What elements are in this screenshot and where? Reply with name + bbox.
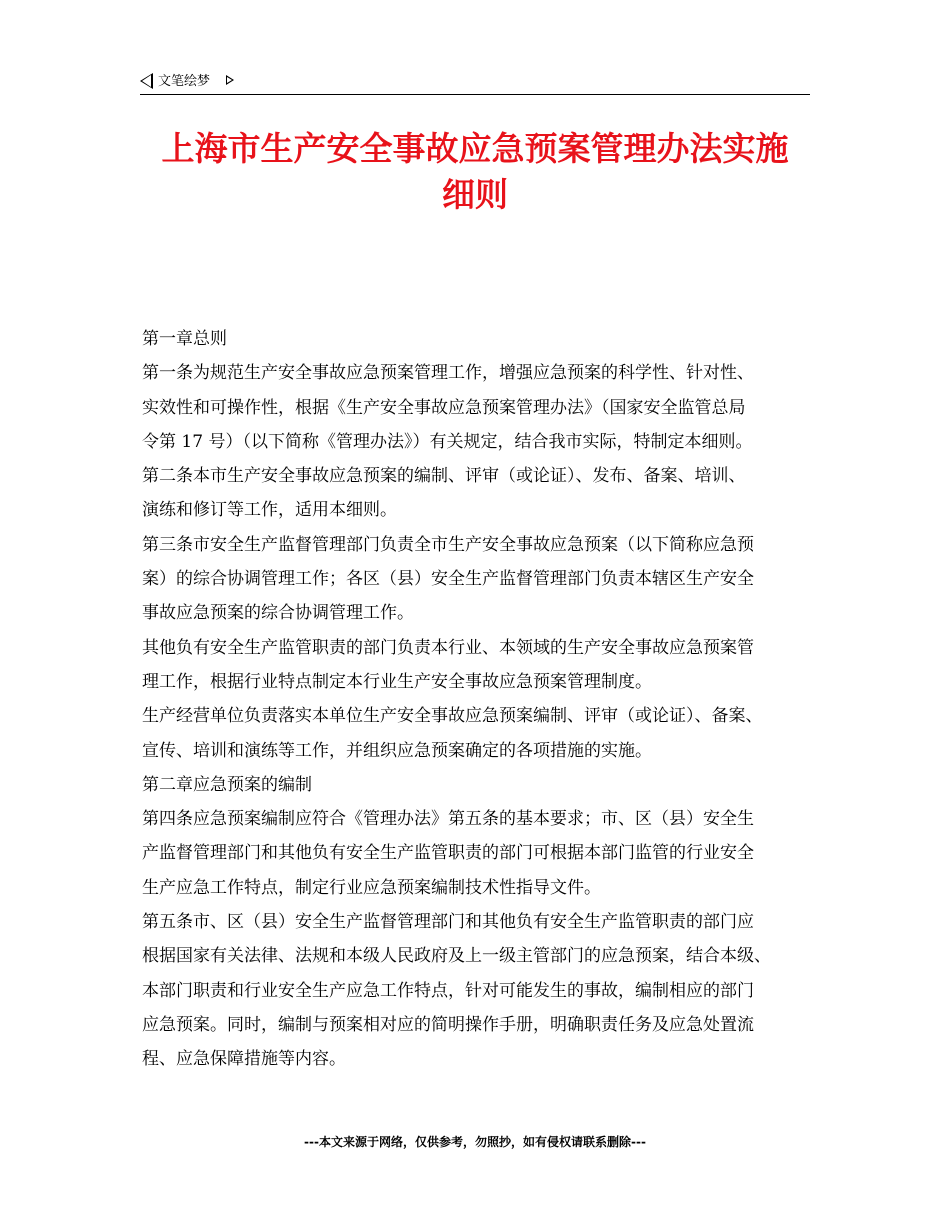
body-line: 第二章应急预案的编制: [142, 774, 312, 795]
document-body: [142, 322, 824, 1077]
body-line: 其他负有安全生产监管职责的部门负责本行业、本领域的生产安全事故应急预案管: [142, 637, 754, 658]
body-line: 程、应急保障措施等内容。: [142, 1049, 346, 1070]
body-line: 理工作，根据行业特点制定本行业生产安全事故应急预案管理制度。: [142, 671, 652, 692]
body-line: 第一章总则: [142, 329, 227, 349]
page-footer: ---本文来源于网络，仅供参考，勿照抄，如有侵权请联系删除---: [304, 1135, 646, 1149]
body-line: 产监督管理部门和其他负有安全生产监管职责的部门可根据本部门监管的行业安全: [142, 843, 754, 864]
document-title: [140, 126, 810, 218]
body-line: 第四条应急预案编制应符合《管理办法》第五条的基本要求；市、区（县）安全生: [142, 809, 754, 830]
body-line: 令第 17 号）（以下简称《管理办法》）有关规定，结合我市实际，特制定本细则。: [142, 431, 753, 452]
body-line: 演练和修订等工作，适用本细则。: [142, 500, 397, 521]
body-line: 案）的综合协调管理工作；各区（县）安全生产监督管理部门负责本辖区生产安全: [142, 569, 754, 590]
right-triangle-icon: [226, 75, 234, 85]
body-line: 第三条市安全生产监督管理部门负责全市生产安全事故应急预案（以下简称应急预: [142, 534, 754, 555]
header-brand: 文笔绘梦: [158, 74, 211, 89]
left-triangle-icon: [140, 73, 153, 89]
body-line: 事故应急预案的综合协调管理工作。: [142, 603, 414, 624]
body-line: 第五条市、区（县）安全生产监督管理部门和其他负有安全生产监管职责的部门应: [142, 912, 754, 933]
body-line: 实效性和可操作性，根据《生产安全事故应急预案管理办法》（国家安全监管总局: [142, 397, 746, 418]
body-line: 生产经营单位负责落实本单位生产安全事故应急预案编制、评审（或论证）、备案、: [142, 706, 763, 727]
page-header: [140, 72, 810, 95]
title-line-2: 细则: [442, 175, 508, 214]
body-line: 第二条本市生产安全事故应急预案的编制、评审（或论证）、发布、备案、培训、: [142, 466, 746, 487]
body-line: 根据国家有关法律、法规和本级人民政府及上一级主管部门的应急预案，结合本级、: [142, 946, 771, 967]
body-line: 宣传、培训和演练等工作，并组织应急预案确定的各项措施的实施。: [142, 740, 652, 761]
body-line: 生产应急工作特点，制定行业应急预案编制技术性指导文件。: [142, 877, 601, 898]
body-line: 应急预案。同时，编制与预案相对应的简明操作手册，明确职责任务及应急处置流: [142, 1014, 754, 1035]
title-line-1: 上海市生产安全事故应急预案管理办法实施: [161, 129, 789, 168]
body-line: 第一条为规范生产安全事故应急预案管理工作，增强应急预案的科学性、针对性、: [142, 363, 754, 384]
body-line: 本部门职责和行业安全生产应急工作特点，针对可能发生的事故，编制相应的部门: [142, 980, 754, 1001]
